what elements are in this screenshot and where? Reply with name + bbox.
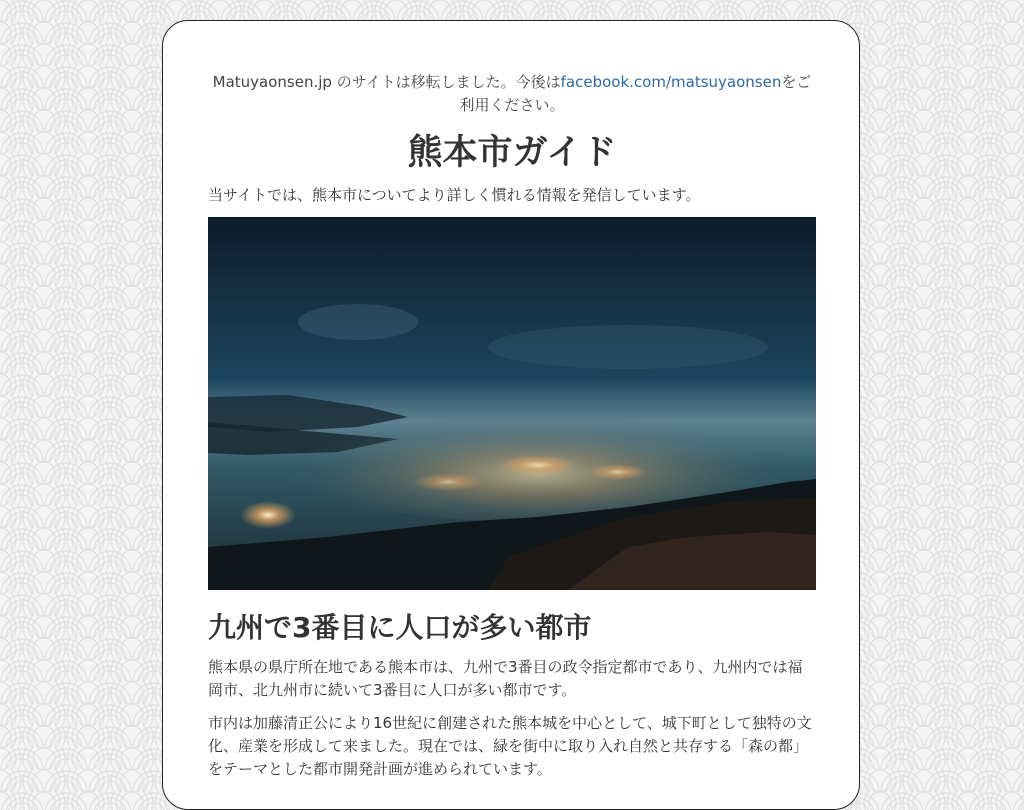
section-paragraph-2: 市内は加藤清正公により16世紀に創建された熊本城を中心として、城下町として独特の文化、産業を形成して来ました。現在では、緑を街中に取り入れ自然と共存する「森の都」をテーマとした都市開発計画が進められています。 bbox=[208, 714, 812, 778]
hero-night-city-illustration bbox=[208, 217, 816, 590]
site-title: 熊本市ガイド bbox=[407, 133, 617, 173]
hero-image bbox=[208, 217, 816, 590]
relocation-notice bbox=[208, 71, 816, 117]
notice-text-after: をご利用ください。 bbox=[459, 73, 812, 114]
section-paragraph-1: 熊本県の県庁所在地である熊本市は、九州で3番目の政令指定都市であり、九州内では福岡市、北九州市に続いて3番目に人口が多い都市です。 bbox=[208, 658, 803, 699]
intro-text: 当サイトでは、熊本市についてより詳しく慣れる情報を発信しています。 bbox=[208, 186, 701, 204]
content-card bbox=[162, 20, 860, 810]
content-inner bbox=[208, 71, 816, 781]
section-title: 九州で3番目に人口が多い都市 bbox=[208, 611, 592, 644]
facebook-link[interactable]: facebook.com/matsuyaonsen bbox=[560, 73, 782, 91]
notice-text-before: Matuyaonsen.jp のサイトは移転しました。今後は bbox=[212, 73, 561, 91]
